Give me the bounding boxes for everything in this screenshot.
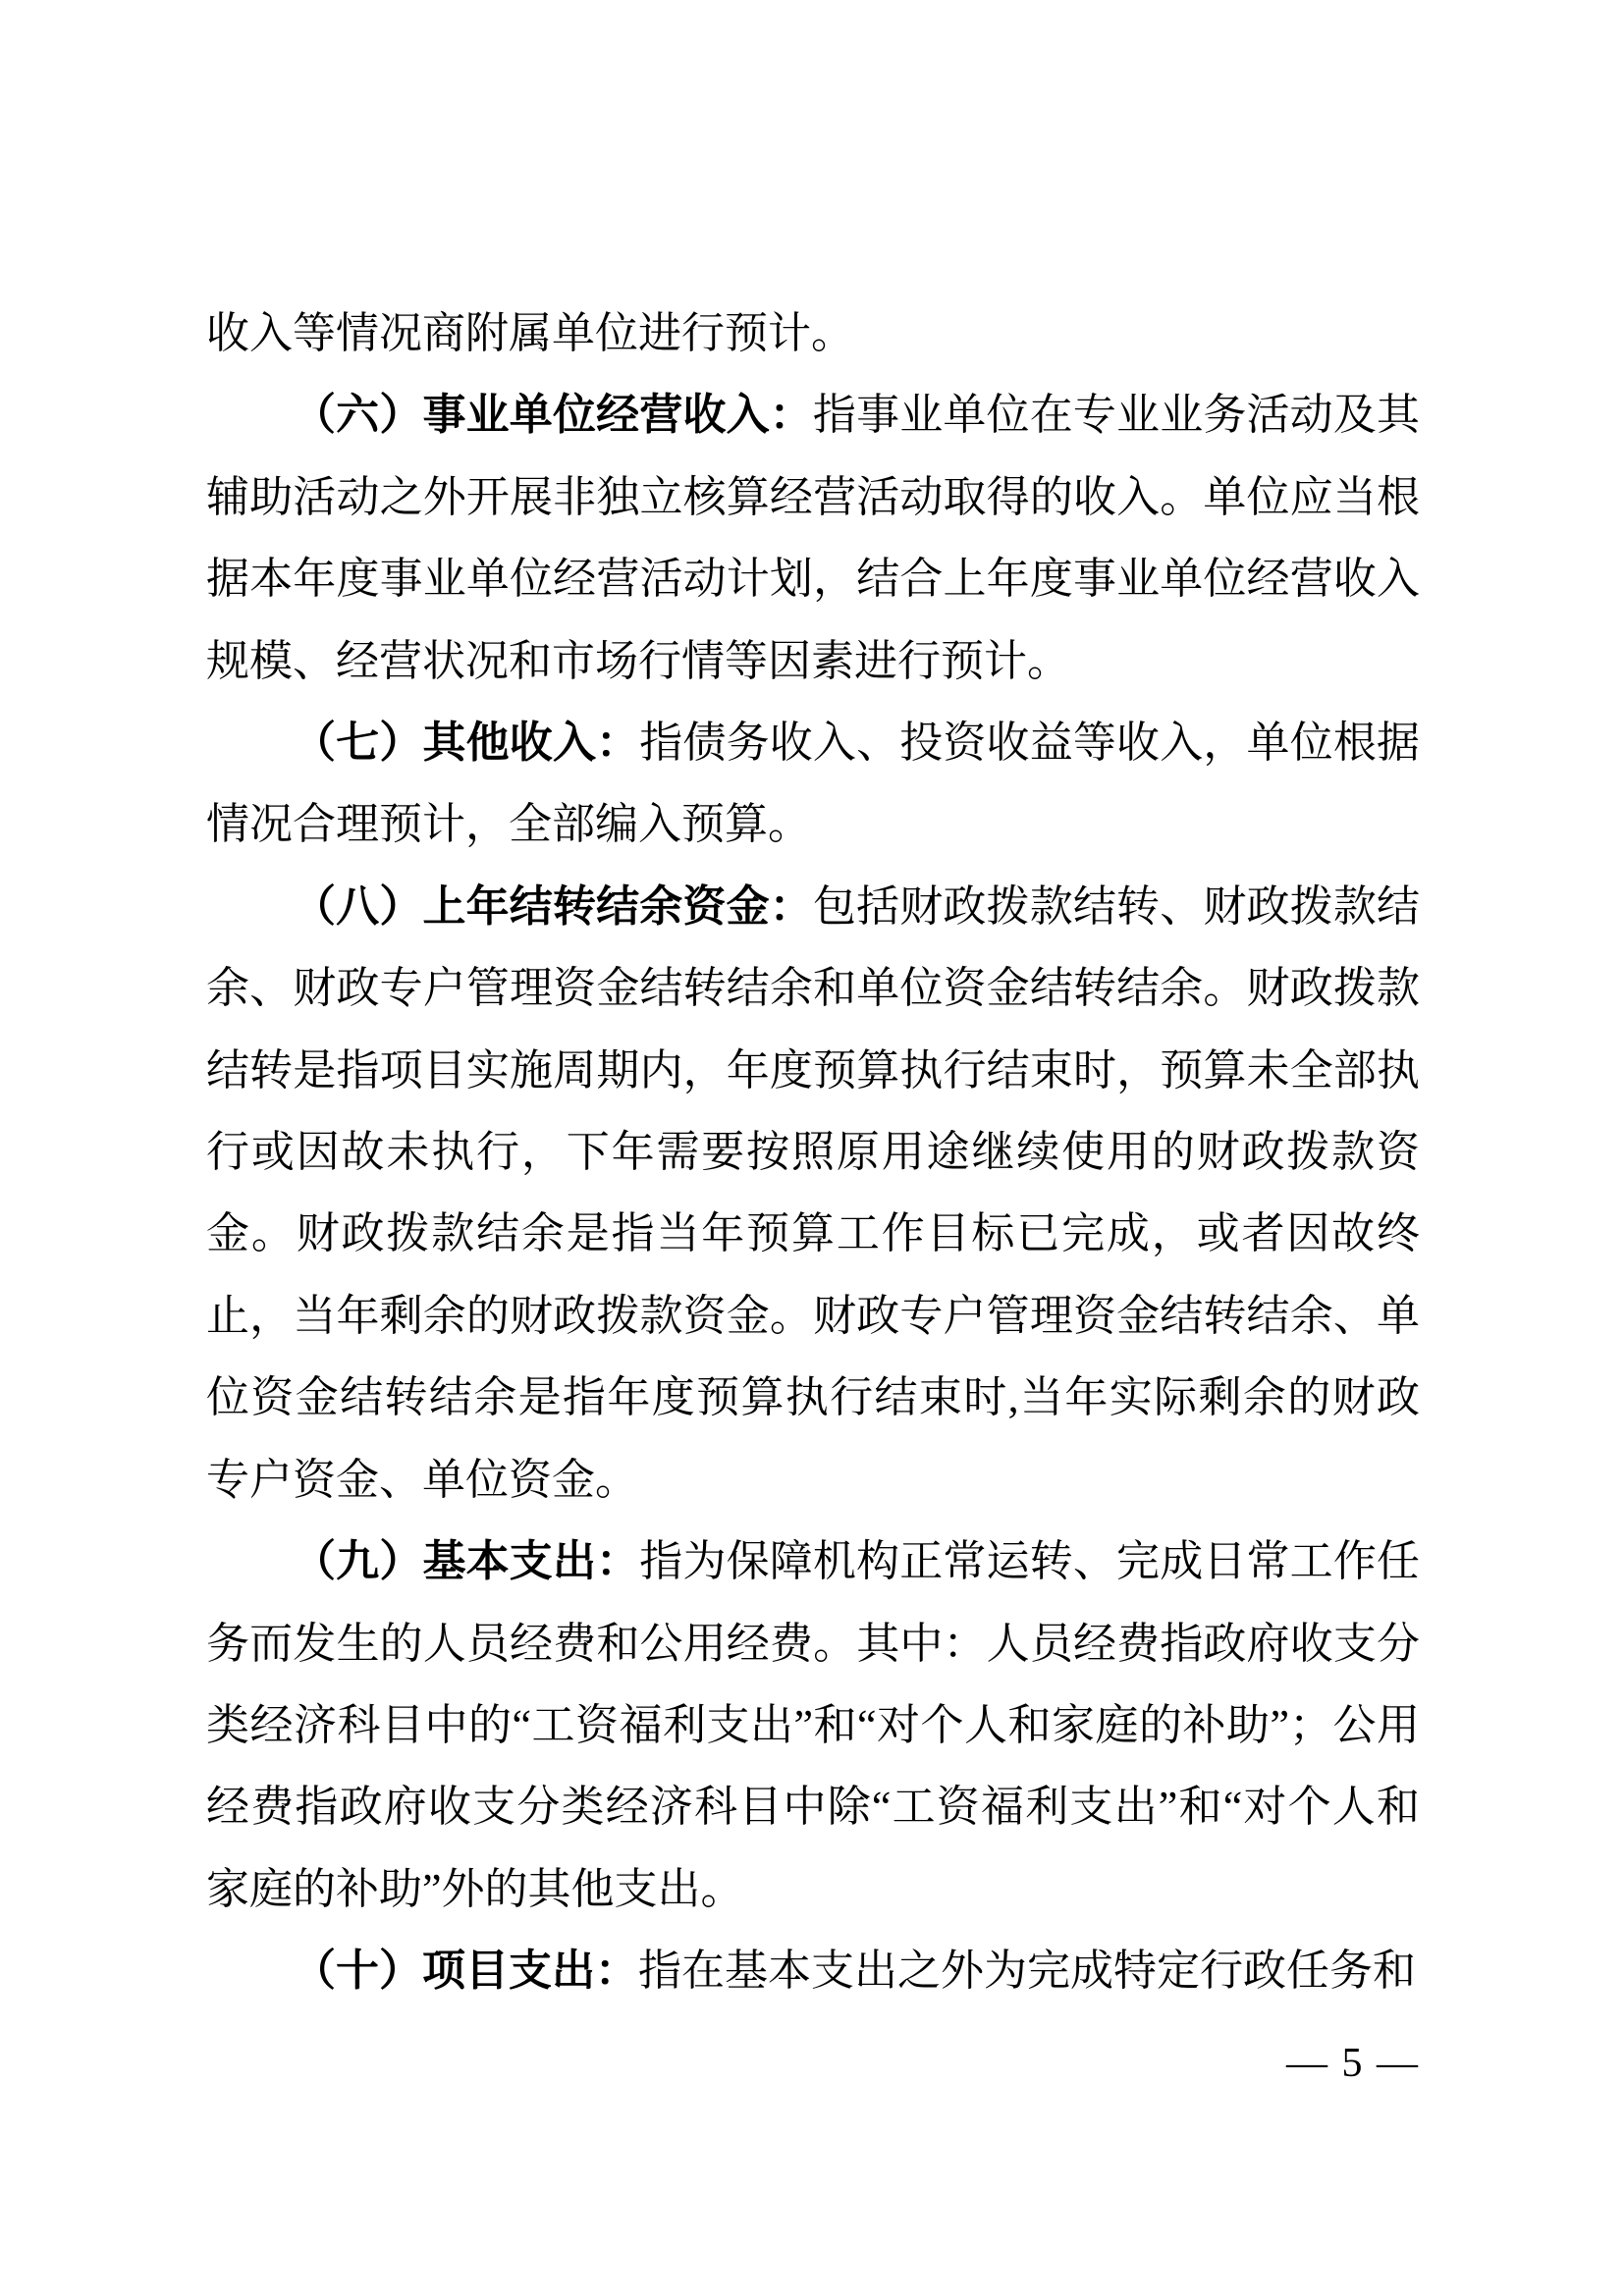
paragraph-term: （八）上年结转结余资金：: [293, 881, 813, 931]
paragraph-term: （九）基本支出：: [293, 1537, 640, 1586]
page-number: — 5 —: [1286, 2041, 1420, 2086]
paragraph-text: 收入等情况商附属单位进行预计。: [206, 309, 854, 357]
document-body: [206, 293, 1420, 2012]
paragraph-text: 指事业单位在专业业务活动及其辅助活动之外开展非独立核算经营活动取得的收入。单位应当根据本年度事业单位经营活动计划，结合上年度事业单位经营收入规模、经营状况和市场行情等因素进行预计。: [206, 391, 1421, 685]
paragraph-text: 指为保障机构正常运转、完成日常工作任务而发生的人员经费和公用经费。其中：人员经费指政府收支分类经济科目中的“工资福利支出”和“对个人和家庭的补助”；公用经费指政府收支分类经济科目中除“工资福利支出”和“对个人和家庭的补助”外的其他支出。: [206, 1537, 1420, 1913]
paragraph-term: （六）事业单位经营收入：: [293, 391, 813, 440]
paragraph: [206, 1930, 1420, 2011]
page-footer: [206, 2040, 1420, 2087]
paragraph: [206, 374, 1420, 702]
paragraph: [206, 866, 1420, 1521]
paragraph-term: （十）项目支出：: [293, 1947, 638, 1996]
paragraph-term: （七）其他收入：: [293, 719, 640, 768]
paragraph-text: 包括财政拨款结转、财政拨款结余、财政专户管理资金结转结余和单位资金结转结余。财政拨款结转是指项目实施周期内，年度预算执行结束时，预算未全部执行或因故未执行，下年需要按照原用途继续使用的财政拨款资金。财政拨款结余是指当年预算工作目标已完成，或者因故终止，当年剩余的财政拨款资金。财政专户管理资金结转结余、单位资金结转结余是指年度预算执行结束时,当年实际剩余的财政专户资金、单位资金。: [206, 881, 1421, 1504]
paragraph: [206, 293, 1420, 374]
paragraph-text: 指在基本支出之外为完成特定行政任务和: [638, 1947, 1416, 1996]
paragraph: [206, 702, 1420, 866]
paragraph: [206, 1521, 1420, 1930]
paragraph-text: 指债务收入、投资收益等收入，单位根据情况合理预计，全部编入预算。: [206, 719, 1420, 849]
